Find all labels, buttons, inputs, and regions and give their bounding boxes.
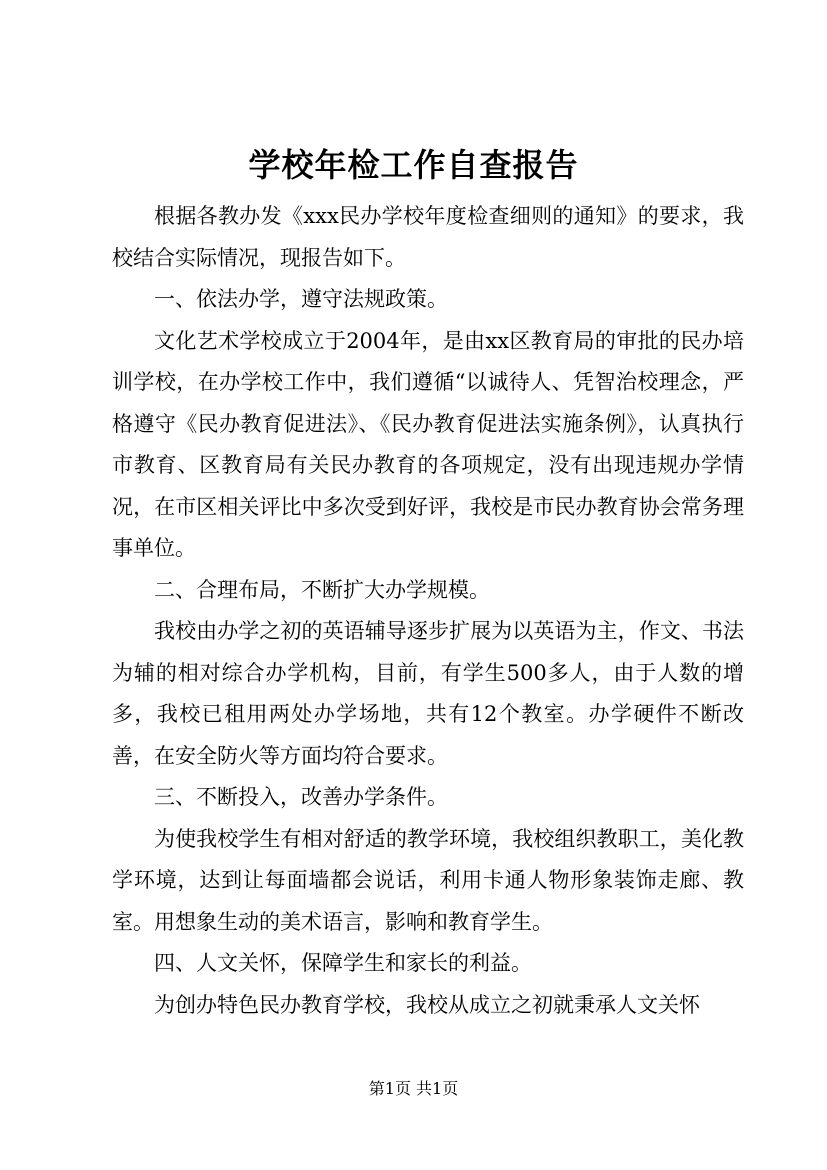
document-body xyxy=(112,196,744,1026)
paragraph-section-4: 为创办特色民办教育学校，我校从成立之初就秉承人文关怀 xyxy=(154,992,700,1017)
document-title: 学校年检工作自查报告 xyxy=(248,146,579,184)
section-heading-3: 三、不断投入，改善办学条件。 xyxy=(154,785,448,809)
section-heading-1: 一、依法办学，遵守法规政策。 xyxy=(154,287,448,311)
page-footer: 第1页 共1页 xyxy=(368,1079,459,1098)
paragraph-section-2: 我校由办学之初的英语辅导逐步扩展为以英语为主，作文、书法为辅的相对综合办学机构，目前，有学生500多人，由于人数的增多，我校已租用两处办学场地，共有12个教室。办学硬件不断改善，在安全防火等方面均符合要求。 xyxy=(112,619,744,768)
paragraph-section-3: 为使我校学生有相对舒适的教学环境，我校组织教职工，美化教学环境，达到让每面墙都会说话，利用卡通人物形象装饰走廊、教室。用想象生动的美术语言，影响和教育学生。 xyxy=(112,826,744,934)
paragraph-intro: 根据各教办发《xxx民办学校年度检查细则的通知》的要求，我校结合实际情况，现报告如下。 xyxy=(112,204,744,270)
paragraph-section-1: 文化艺术学校成立于2004年，是由xx区教育局的审批的民办培训学校，在办学校工作中，我们遵循“以诚待人、凭智治校理念，严格遵守《民办教育促进法》、《民办教育促进法实施条例》，认真执行市教育、区教育局有关民办教育的各项规定，没有出现违规办学情况，在市区相关评比中多次受到好评，我校是市民办教育协会常务理事单位。 xyxy=(112,328,744,560)
section-heading-2: 二、合理布局，不断扩大办学规模。 xyxy=(154,577,490,602)
section-heading-4: 四、人文关怀，保障学生和家长的利益。 xyxy=(154,951,532,975)
